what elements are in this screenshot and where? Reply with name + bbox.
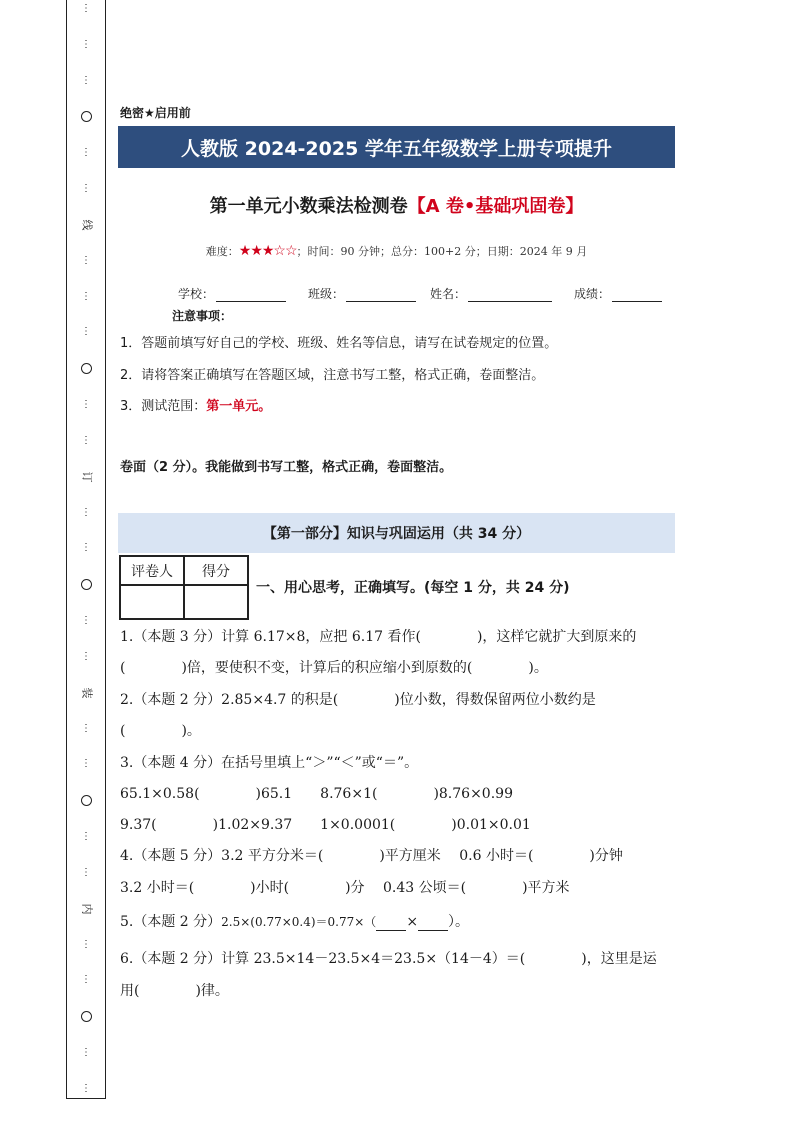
neatness-statement: 卷面（2 分）。我能做到书写工整，格式正确，卷面整洁。 (120, 460, 453, 475)
part1-header (118, 513, 675, 553)
question-4-line-2: 3.2 小时＝( )小时( )分 0.43 公顷＝( )平方米 (120, 880, 570, 896)
notes-title: 注意事项： (172, 309, 233, 323)
dots: ⋮ (81, 831, 91, 843)
dots: ⋮ (81, 506, 91, 518)
dots: ⋮ (81, 650, 91, 662)
binding-circle (81, 363, 92, 374)
binding-margin (66, 0, 106, 1099)
score-header: 得分 (184, 556, 248, 585)
dots: ⋮ (81, 974, 91, 986)
difficulty-stars (239, 243, 297, 259)
score-blank[interactable] (612, 287, 662, 302)
dots: ⋮ (81, 326, 91, 338)
exam-subtitle (118, 192, 675, 218)
binding-word-inner: 内 (80, 903, 93, 915)
school-blank[interactable] (216, 287, 286, 302)
difficulty-label: 难度： (205, 245, 239, 258)
name-blank[interactable] (468, 287, 552, 302)
dots: ⋮ (81, 542, 91, 554)
binding-word-line: 线 (80, 219, 93, 231)
star-filled-icon: ★★★ (238, 243, 274, 259)
dots: ⋮ (81, 399, 91, 411)
note-2: 2．请将答案正确填写在答题区域，注意书写工整，格式正确，卷面整洁。 (120, 368, 545, 383)
name-field[interactable] (430, 285, 552, 302)
binding-circle (81, 795, 92, 806)
dots: ⋮ (81, 434, 91, 446)
score-cell[interactable] (184, 585, 248, 619)
binding-strip (67, 0, 105, 1098)
score-label: 成绩： (574, 287, 611, 301)
class-field[interactable] (308, 285, 416, 302)
note-3-scope: 第一单元。 (206, 399, 272, 414)
question-1-line-2: ( )倍，要使积不变，计算后的积应缩小到原数的( )。 (120, 660, 548, 676)
question-3-row-2: 9.37( )1.02×9.37 1×0.0001( )0.01×0.01 (120, 817, 531, 833)
binding-circle (81, 111, 92, 122)
page-title: 人教版 2024-2025 学年五年级数学上册专项提升 (181, 137, 612, 160)
note-3-prefix: 3．测试范围： (120, 399, 207, 414)
dots: ⋮ (81, 74, 91, 86)
binding-word-bind: 装 (80, 687, 93, 699)
dots: ⋮ (81, 758, 91, 770)
grader-cell[interactable] (120, 585, 184, 619)
question-1-line-1: 1.（本题 3 分）计算 6.17×8，应把 6.17 看作( )，这样它就扩大到原来的 (120, 629, 637, 645)
binding-circle (81, 1011, 92, 1022)
grader-header: 评卷人 (120, 556, 184, 585)
dots: ⋮ (81, 38, 91, 50)
subtitle-main: 第一单元小数乘法检测卷 (209, 196, 408, 217)
star-empty-icon: ☆☆ (273, 243, 297, 259)
question-3-row-1: 65.1×0.58( )65.1 8.76×1( )8.76×0.99 (120, 786, 513, 802)
q5-blank-1[interactable] (376, 914, 406, 931)
q5-times: × (406, 914, 419, 930)
dots: ⋮ (81, 938, 91, 950)
name-label: 姓名： (430, 287, 467, 301)
part1-title: 【第一部分】知识与巩固运用（共 34 分） (262, 526, 531, 542)
school-label: 学校： (178, 287, 215, 301)
question-6-line-1: 6.（本题 2 分）计算 23.5×14－23.5×4＝23.5×（14－4）＝( )，这里是运 (120, 951, 657, 967)
class-label: 班级： (308, 287, 345, 301)
question-2-line-1: 2.（本题 2 分）2.85×4.7 的积是( )位小数，得数保留两位小数约是 (120, 692, 596, 708)
question-5-suffix: ）。 (448, 914, 470, 930)
dots: ⋮ (81, 615, 91, 627)
meta-details: ；时间：90 分钟；总分：100+2 分；日期：2024 年 9 月 (296, 245, 588, 258)
note-1: 1．答题前填写好自己的学校、班级、姓名等信息，请写在试卷规定的位置。 (120, 336, 558, 351)
student-info-fields (178, 285, 676, 302)
dots: ⋮ (81, 1047, 91, 1059)
question-5 (120, 911, 469, 931)
dots: ⋮ (81, 147, 91, 159)
note-3 (120, 395, 271, 414)
dots: ⋮ (81, 3, 91, 14)
dots: ⋮ (81, 1082, 91, 1094)
page-title-bar (118, 126, 675, 168)
dots: ⋮ (81, 722, 91, 734)
score-field[interactable] (574, 285, 662, 302)
section-1-title: 一、用心思考，正确填写。(每空 1 分，共 24 分) (256, 580, 570, 596)
dots: ⋮ (81, 183, 91, 195)
question-5-formula: 2.5×(0.77×0.4)＝0.77×（ (221, 915, 377, 929)
question-3-title: 3.（本题 4 分）在括号里填上“＞”“＜”或“＝”。 (120, 755, 419, 771)
question-5-prefix: 5.（本题 2 分） (120, 914, 222, 930)
dots: ⋮ (81, 290, 91, 302)
question-2-line-2: ( )。 (120, 723, 201, 739)
school-field[interactable] (178, 285, 286, 302)
binding-circle (81, 579, 92, 590)
subtitle-tag: 【A 卷•基础巩固卷】 (407, 196, 584, 217)
confidential-mark: 绝密★启用前 (120, 106, 191, 120)
grader-score-table (119, 555, 249, 620)
dots: ⋮ (81, 254, 91, 266)
question-6-line-2: 用( )律。 (120, 983, 229, 999)
question-4-line-1: 4.（本题 5 分）3.2 平方分米＝( )平方厘米 0.6 小时＝( )分钟 (120, 848, 623, 864)
binding-word-order: 订 (80, 471, 93, 483)
dots: ⋮ (81, 866, 91, 878)
class-blank[interactable] (346, 287, 416, 302)
exam-meta (118, 243, 675, 259)
q5-blank-2[interactable] (418, 914, 448, 931)
